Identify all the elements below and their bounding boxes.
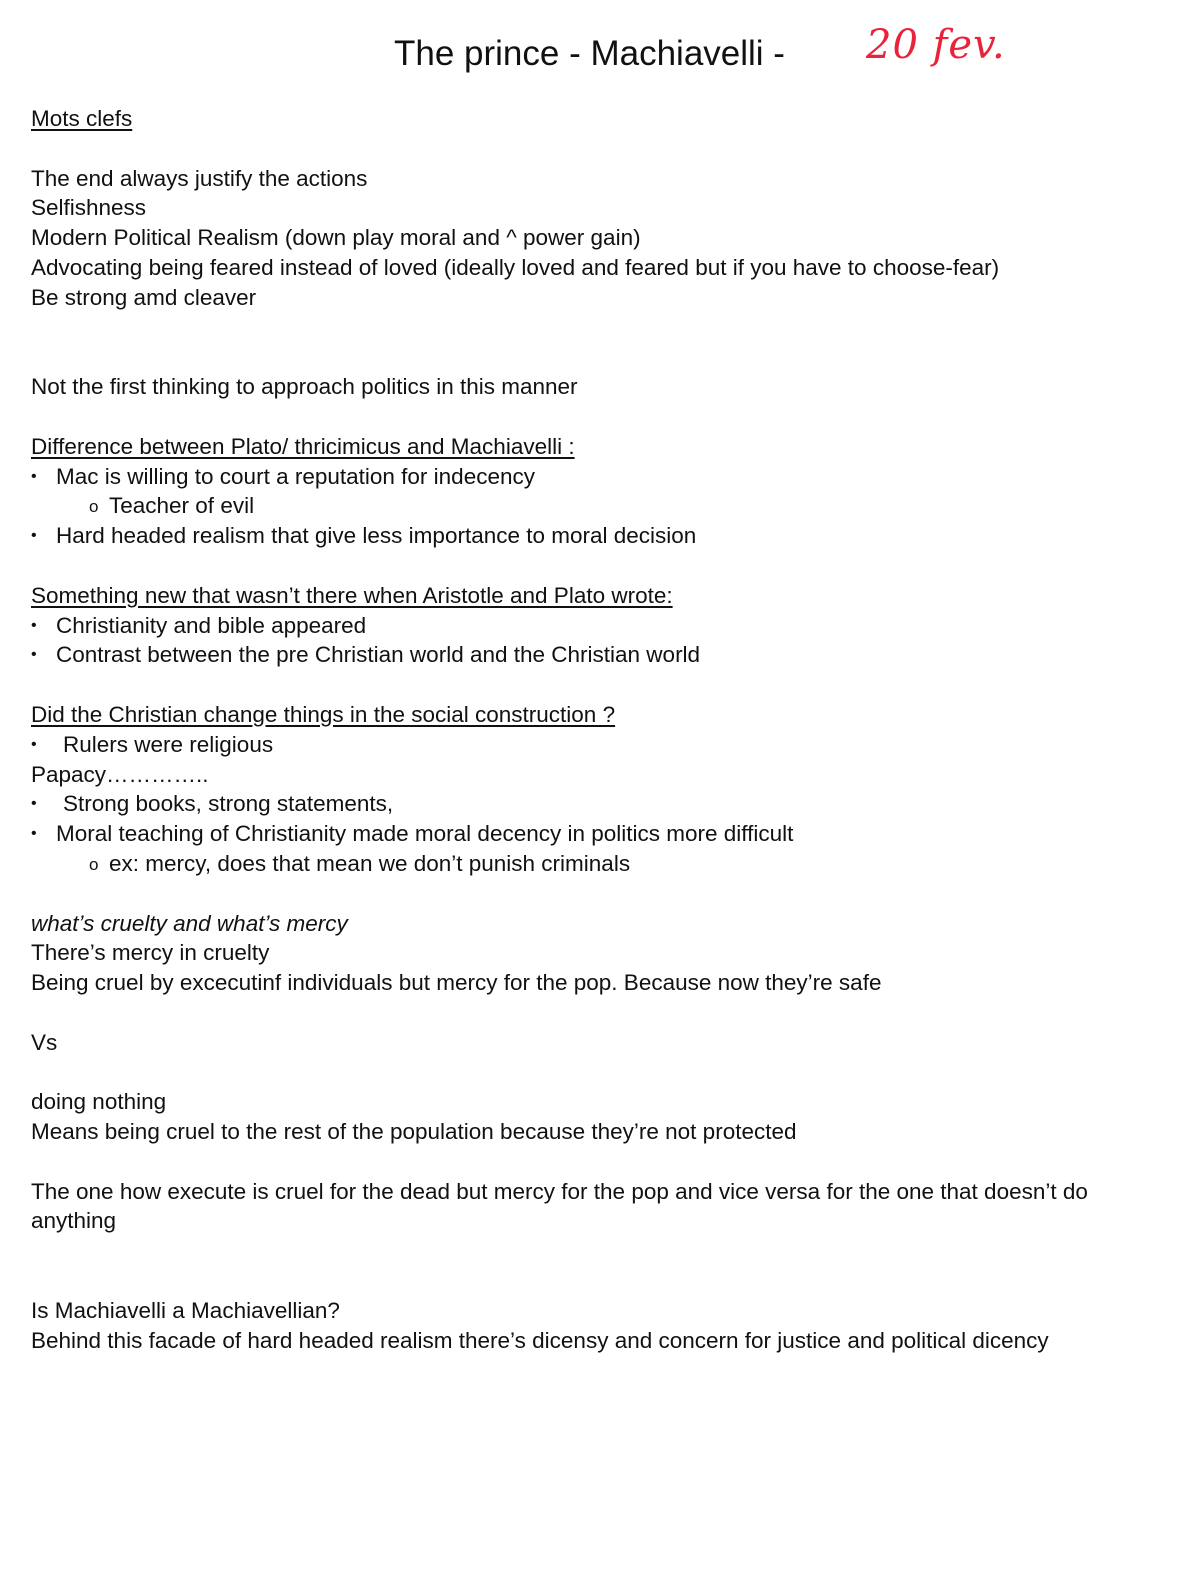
bullet-icon: • xyxy=(31,467,37,485)
difference-heading: Difference between Plato/ thricimicus and Machiavelli : xyxy=(31,433,575,459)
list-item xyxy=(31,789,1171,819)
spacer xyxy=(31,342,1171,372)
title-row xyxy=(0,22,1200,86)
list-item-text: Contrast between the pre Christian world and the Christian world xyxy=(56,642,701,668)
list-item-text: Moral teaching of Christianity made moral decency in politics more difficult xyxy=(56,821,794,847)
keyword-line: The end always justify the actions xyxy=(31,165,368,191)
spacer xyxy=(31,1266,1171,1296)
keyword-line: Be strong amd cleaver xyxy=(31,284,257,310)
keyword-line: Advocating being feared instead of loved (ideally loved and feared but if you have to choose-fear) xyxy=(31,254,1000,280)
bullet-icon: • xyxy=(31,735,37,753)
list-item-text: Christianity and bible appeared xyxy=(56,612,367,638)
sub-list-item-text: Teacher of evil xyxy=(109,493,255,519)
execute-paragraph: The one how execute is cruel for the dead but mercy for the pop and vice versa for the one that doesn’t do anything xyxy=(31,1178,1088,1234)
keywords-heading: Mots clefs xyxy=(31,106,133,131)
spacer xyxy=(31,670,1171,700)
papacy-line: Papacy………….. xyxy=(31,761,209,787)
doing-nothing-line: doing nothing xyxy=(31,1089,167,1115)
something-new-heading: Something new that wasn’t there when Aristotle and Plato wrote: xyxy=(31,582,673,608)
list-item xyxy=(31,730,1171,760)
christian-change-heading: Did the Christian change things in the social construction ? xyxy=(31,701,616,727)
note-first-thinking: Not the first thinking to approach politics in this manner xyxy=(31,374,578,400)
notes-body xyxy=(31,104,1171,1355)
bullet-icon: • xyxy=(31,795,37,813)
list-item-text: Hard headed realism that give less importance to moral decision xyxy=(56,523,697,549)
spacer xyxy=(31,551,1171,581)
sub-list-item xyxy=(31,849,1171,879)
cruelty-line: Being cruel by excecutinf individuals but mercy for the pop. Because now they’re safe xyxy=(31,970,882,996)
bullet-icon: • xyxy=(31,646,37,664)
list-item-text: Mac is willing to court a reputation for indecency xyxy=(56,463,535,489)
page-title: The prince - Machiavelli - xyxy=(394,34,785,73)
closing-question: Is Machiavelli a Machiavellian? xyxy=(31,1297,340,1323)
keyword-line: Selfishness xyxy=(31,195,147,221)
cruelty-line: There’s mercy in cruelty xyxy=(31,940,270,966)
bullet-icon: • xyxy=(31,825,37,843)
spacer xyxy=(31,1236,1171,1266)
bullet-icon: • xyxy=(31,616,37,634)
list-item xyxy=(31,640,1171,670)
spacer xyxy=(31,313,1171,343)
spacer xyxy=(31,1147,1171,1177)
sub-bullet-icon: o xyxy=(89,497,99,517)
list-item xyxy=(31,611,1171,641)
spacer xyxy=(31,998,1171,1028)
sub-list-item xyxy=(31,491,1171,521)
spacer xyxy=(31,1058,1171,1088)
versus-line: Vs xyxy=(31,1029,58,1055)
keyword-line: Modern Political Realism (down play moral and ^ power gain) xyxy=(31,225,641,251)
spacer xyxy=(31,402,1171,432)
sub-bullet-icon: o xyxy=(89,854,99,874)
list-item xyxy=(31,819,1171,849)
list-item-text: Rulers were religious xyxy=(63,731,274,757)
spacer xyxy=(31,134,1171,164)
spacer xyxy=(31,879,1171,909)
bullet-icon: • xyxy=(31,527,37,545)
means-line: Means being cruel to the rest of the population because they’re not protected xyxy=(31,1119,797,1145)
handwritten-date-annotation: 20 fev. xyxy=(866,22,1006,68)
cruelty-heading: what’s cruelty and what’s mercy xyxy=(31,910,348,936)
closing-answer: Behind this facade of hard headed realism there’s dicensy and concern for justice and political dicency xyxy=(31,1327,1049,1353)
list-item xyxy=(31,521,1171,551)
sub-list-item-text: ex: mercy, does that mean we don’t punish criminals xyxy=(109,850,631,876)
list-item xyxy=(31,462,1171,492)
list-item-text: Strong books, strong statements, xyxy=(63,791,394,817)
